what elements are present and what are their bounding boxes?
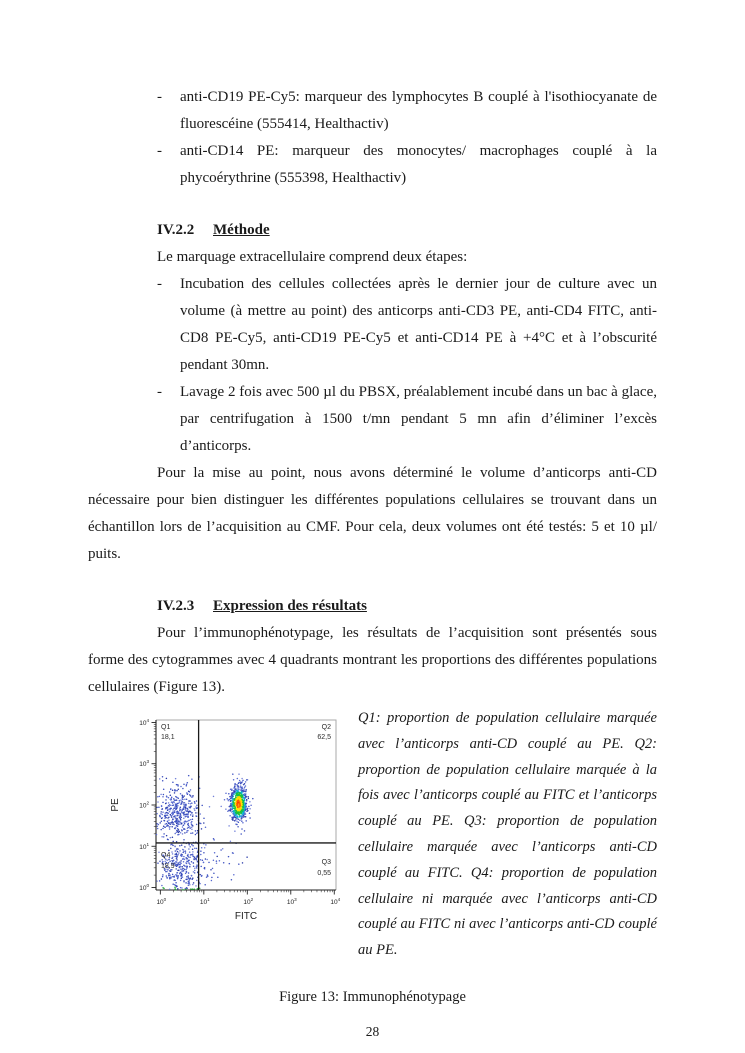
svg-text:100: $10^0$: [156, 897, 167, 906]
svg-text:103: $10^3$: [139, 759, 149, 769]
svg-text:0,55: 0,55: [317, 870, 331, 877]
svg-text:Q3: Q3: [321, 859, 331, 866]
figure-caption: Figure 13: Immunophénotypage: [279, 988, 466, 1005]
svg-text:103: $10^3$: [286, 897, 297, 906]
page-content: [88, 84, 657, 1045]
figure-legend: Q1: proportion de population cellulaire marquée avec l’anticorps anti-CD couplé au PE. Q2: proportion de population cellulaire marquée à la fois avec l’anticorps couplé au FITC et l’anticorps couplé au PE. Q3: proportion de population cellulaire marquée avec l’anticorps anti-CD couplé au FITC. Q4: proportion de population cellulaire ni marquée avec l’anticorps anti-CD couplé au FITC ni avec l’anticorps anti-CD couplé au PE.: [358, 710, 657, 959]
paragraph: Pour la mise au point, nous avons déterminé le volume d’anticorps anti-CD nécessaire pour bien distinguer les différentes populations cellulaires se trouvant dans un échantillon lors de l’acquisition au CMF. Pour cela, deux volumes ont été testés: 5 et 10 µl/ puits.: [88, 465, 657, 562]
section-heading-resultats: [157, 593, 657, 620]
svg-text:PE: PE: [110, 798, 121, 812]
svg-text:101: $10^1$: [139, 841, 149, 851]
bullet-marker: -: [157, 276, 162, 292]
svg-text:FITC: FITC: [234, 911, 258, 922]
list-item: [157, 379, 657, 460]
bullet-marker: -: [157, 143, 162, 159]
list-item: [157, 84, 657, 138]
bullet-text: anti-CD14 PE: marqueur des monocytes/ macrophages couplé à la phycoérythrine (555398, Healthactiv): [180, 143, 657, 186]
svg-text:102: $10^2$: [139, 800, 149, 810]
section-intro: Le marquage extracellulaire comprend deux étapes:: [157, 249, 468, 265]
svg-text:62,5: 62,5: [317, 734, 331, 741]
svg-text:101: $10^1$: [199, 897, 210, 906]
section-number: IV.2.3: [157, 598, 195, 614]
figure-13: [88, 706, 657, 964]
section-heading-methode: [157, 217, 657, 244]
section-number: IV.2.2: [157, 222, 195, 238]
svg-text:104: $10^4$: [330, 897, 341, 906]
bullet-text: Lavage 2 fois avec 500 µl du PBSX, préalablement incubé dans un bac à glace, par centrifugation à 1500 t/mn pendant 5 mn afin d’éliminer l’excès d’anticorps.: [180, 384, 657, 454]
bullet-text: Incubation des cellules collectées après le dernier jour de culture avec un volume (à mettre au point) des anticorps anti-CD3 PE, anti-CD4 FITC, anti-CD8 PE-Cy5, anti-CD19 PE-Cy5 et anti-CD14 PE à +4°C et à l’obscurité pendant 30mn.: [180, 276, 657, 373]
svg-text:Q2: Q2: [321, 724, 331, 731]
svg-text:104: $10^4$: [139, 717, 149, 727]
cytogram-plot: [88, 706, 358, 932]
page-number: 28: [365, 1023, 380, 1039]
list-item: [157, 271, 657, 379]
svg-text:Q4: Q4: [161, 852, 171, 859]
svg-text:18,1: 18,1: [161, 734, 175, 741]
svg-text:18,9: 18,9: [161, 863, 175, 870]
svg-text:100: $10^0$: [139, 883, 149, 893]
bullet-marker: -: [157, 89, 162, 105]
list-item: [157, 138, 657, 192]
svg-text:102: $10^2$: [243, 897, 254, 906]
svg-text:Q1: Q1: [161, 724, 171, 731]
paragraph: Pour l’immunophénotypage, les résultats de l’acquisition sont présentés sous forme des cytogrammes avec 4 quadrants montrant les proportions des différentes populations cellulaires (Figure 13).: [88, 625, 657, 695]
section-title: Expression des résultats: [213, 598, 367, 614]
section-title: Méthode: [213, 222, 270, 238]
bullet-text: anti-CD19 PE-Cy5: marqueur des lymphocytes B couplé à l'isothiocyanate de fluorescéine (555414, Healthactiv): [180, 89, 657, 132]
bullet-marker: -: [157, 384, 162, 400]
